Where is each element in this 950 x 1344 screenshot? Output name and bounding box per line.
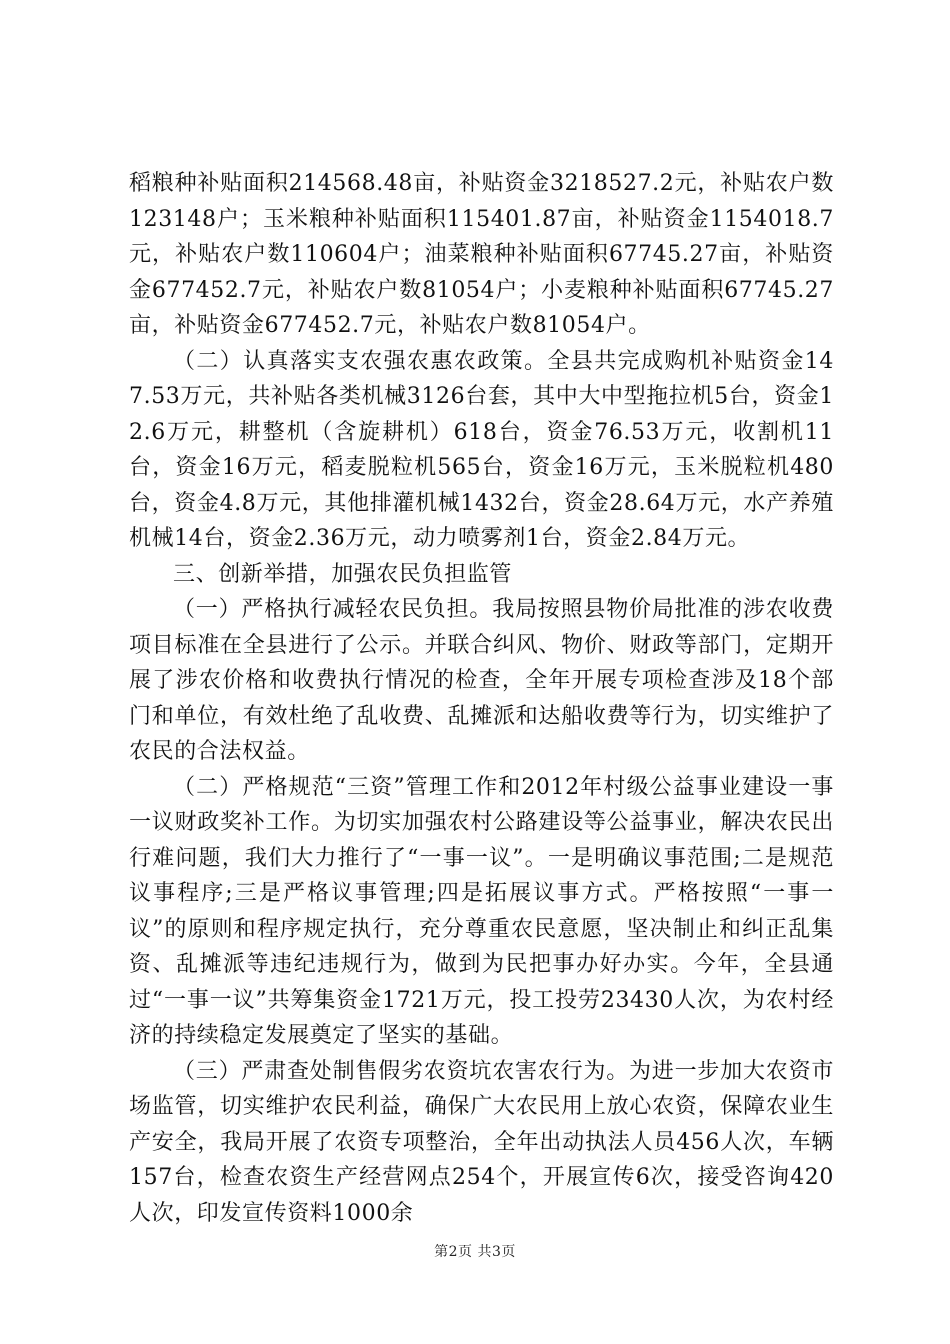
paragraph-machinery-subsidy: （二）认真落实支农强农惠农政策。全县共完成购机补贴资金147.53万元，共补贴各类机械3126台套，其中大中型拖拉机5台，资金12.6万元，耕整机（含旋耕机）618台，资金76.53万元，收割机11台，资金16万元，稻麦脱粒机565台，资金16万元，玉米脱粒机480台，资金4.8万元，其他排灌机械1432台，资金28.64万元，水产养殖机械14台，资金2.36万元，动力喷雾剂1台，资金2.84万元。 bbox=[129, 348, 834, 551]
paragraph-subsidy-areas: 稻粮种补贴面积214568.48亩，补贴资金3218527.2元，补贴农户数123148户；玉米粮种补贴面积115401.87亩，补贴资金1154018.7元，补贴农户数110604户；油菜粮种补贴面积67745.27亩，补贴资金677452.7元，补贴农户数81054户；小麦粮种补贴面积67745.27亩，补贴资金677452.7元，补贴农户数81054户。 bbox=[129, 171, 834, 338]
page-number-label: 第2页 共3页 bbox=[434, 1244, 516, 1260]
paragraph-fake-agricultural-inputs: （三）严肃查处制售假劣农资坑农害农行为。为进一步加大农资市场监管，切实维护农民利益，确保广大农民用上放心农资，保障农业生产安全，我局开展了农资专项整治，全年出动执法人员456人次，车辆157台，检查农资生产经营网点254个，开展宣传6次，接受咨询420人次，印发宣传资料1000余 bbox=[129, 1058, 834, 1226]
page-footer bbox=[0, 1243, 950, 1261]
paragraph-reduce-burden: （一）严格执行减轻农民负担。我局按照县物价局批准的涉农收费项目标准在全县进行了公示。并联合纠风、物价、财政等部门，定期开展了涉农价格和收费执行情况的检查，全年开展专项检查涉及18个部门和单位，有效杜绝了乱收费、乱摊派和达船收费等行为，切实维护了农民的合法权益。 bbox=[129, 597, 834, 764]
paragraph-one-matter-one-discussion: （二）严格规范“三资”管理工作和2012年村级公益事业建设一事一议财政奖补工作。为切实加强农村公路建设等公益事业，解决农民出行难问题，我们大力推行了“一事一议”。一是明确议事范围;二是规范议事程序;三是严格议事管理;四是拓展议事方式。严格按照“一事一议”的原则和程序规定执行，充分尊重农民意愿，坚决制止和纠正乱集资、乱摊派等违纪违规行为，做到为民把事办好办实。今年，全县通过“一事一议”共筹集资金1721万元，投工投劳23430人次，为农村经济的持续稳定发展奠定了坚实的基础。 bbox=[129, 774, 834, 1048]
section-heading-farmer-burden: 三、创新举措，加强农民负担监管 bbox=[173, 561, 513, 587]
document-body bbox=[129, 166, 834, 1231]
